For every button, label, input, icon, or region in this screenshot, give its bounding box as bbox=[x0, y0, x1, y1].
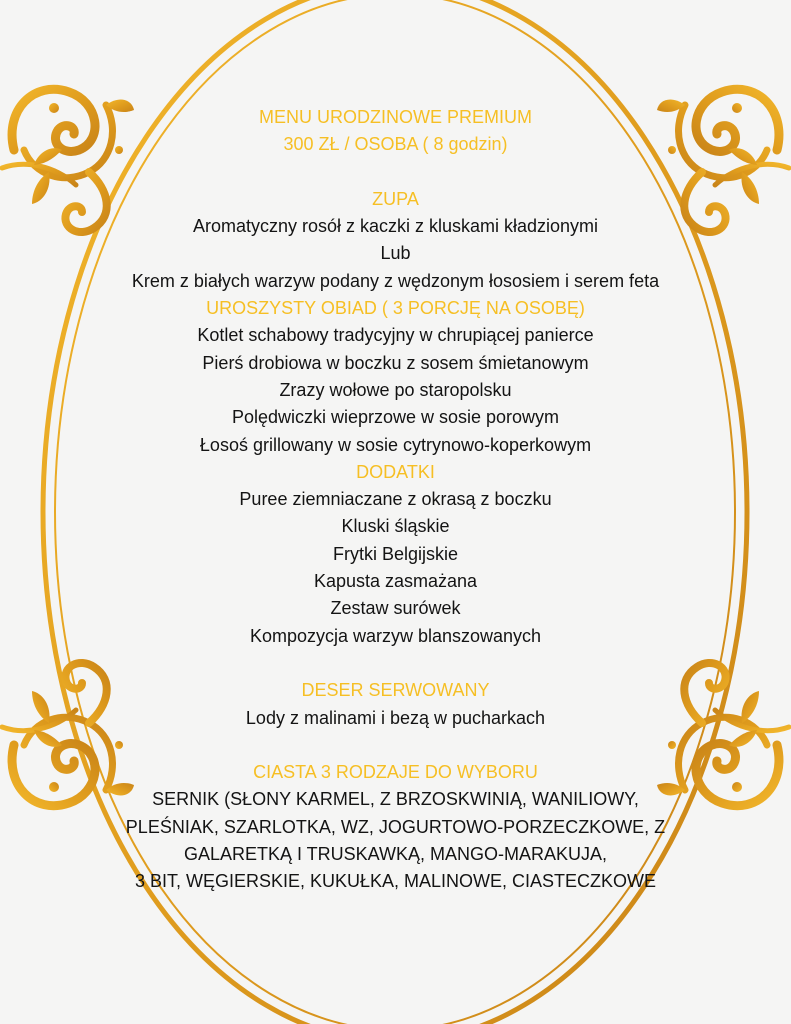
menu-item: Kotlet schabowy tradycyjny w chrupiącej panierce bbox=[197, 325, 594, 346]
menu-item: 3 BIT, WĘGIERSKIE, KUKUŁKA, MALINOWE, CIASTECZKOWE bbox=[134, 871, 657, 892]
spacer bbox=[0, 650, 791, 677]
menu-title: MENU URODZINOWE PREMIUM bbox=[259, 107, 532, 127]
menu-item: Kapusta zasmażana bbox=[313, 571, 478, 592]
menu-item: Kluski śląskie bbox=[341, 516, 450, 537]
section-heading-dinner: UROSZYSTY OBIAD ( 3 PORCJĘ NA OSOBĘ) bbox=[206, 298, 585, 319]
menu-content bbox=[0, 104, 791, 896]
menu-item: SERNIK (SŁONY KARMEL, Z BRZOSKWINIĄ, WANILIOWY, bbox=[152, 789, 639, 810]
spacer bbox=[0, 159, 791, 186]
menu-item: Lub bbox=[380, 243, 411, 264]
section-heading-dessert: DESER SERWOWANY bbox=[301, 680, 490, 701]
menu-item: Lody z malinami i bezą w pucharkach bbox=[245, 707, 546, 728]
menu-item: Puree ziemniaczane z okrasą z boczku bbox=[239, 489, 552, 510]
menu-item: Kompozycja warzyw blanszowanych bbox=[249, 625, 542, 646]
section-heading-cakes: CIASTA 3 RODZAJE DO WYBORU bbox=[253, 762, 538, 783]
section-heading-sides: DODATKI bbox=[356, 461, 435, 482]
cakes-section bbox=[0, 759, 791, 895]
menu-price: 300 ZŁ / OSOBA ( 8 godzin) bbox=[283, 134, 508, 155]
section-heading-soup: ZUPA bbox=[372, 188, 419, 209]
menu-item: Łosoś grillowany w sosie cytrynowo-koperkowym bbox=[199, 434, 592, 455]
menu-item: GALARETKĄ I TRUSKAWKĄ, MANGO-MARAKUJA, bbox=[183, 844, 608, 865]
menu-item: Frytki Belgijskie bbox=[332, 543, 459, 564]
menu-item: Zestaw surówek bbox=[330, 598, 461, 619]
menu-item: PLEŚNIAK, SZARLOTKA, WZ, JOGURTOWO-PORZECZKOWE, Z bbox=[125, 816, 666, 837]
menu-item: Krem z białych warzyw podany z wędzonym łososiem i serem feta bbox=[131, 270, 660, 291]
spacer bbox=[0, 732, 791, 759]
menu-item: Zrazy wołowe po staropolsku bbox=[279, 379, 512, 400]
menu-item: Pierś drobiowa w boczku z sosem śmietanowym bbox=[202, 352, 589, 373]
menu-item: Polędwiczki wieprzowe w sosie porowym bbox=[231, 407, 560, 428]
menu-item: Aromatyczny rosół z kaczki z kluskami kładzionymi bbox=[192, 216, 599, 237]
